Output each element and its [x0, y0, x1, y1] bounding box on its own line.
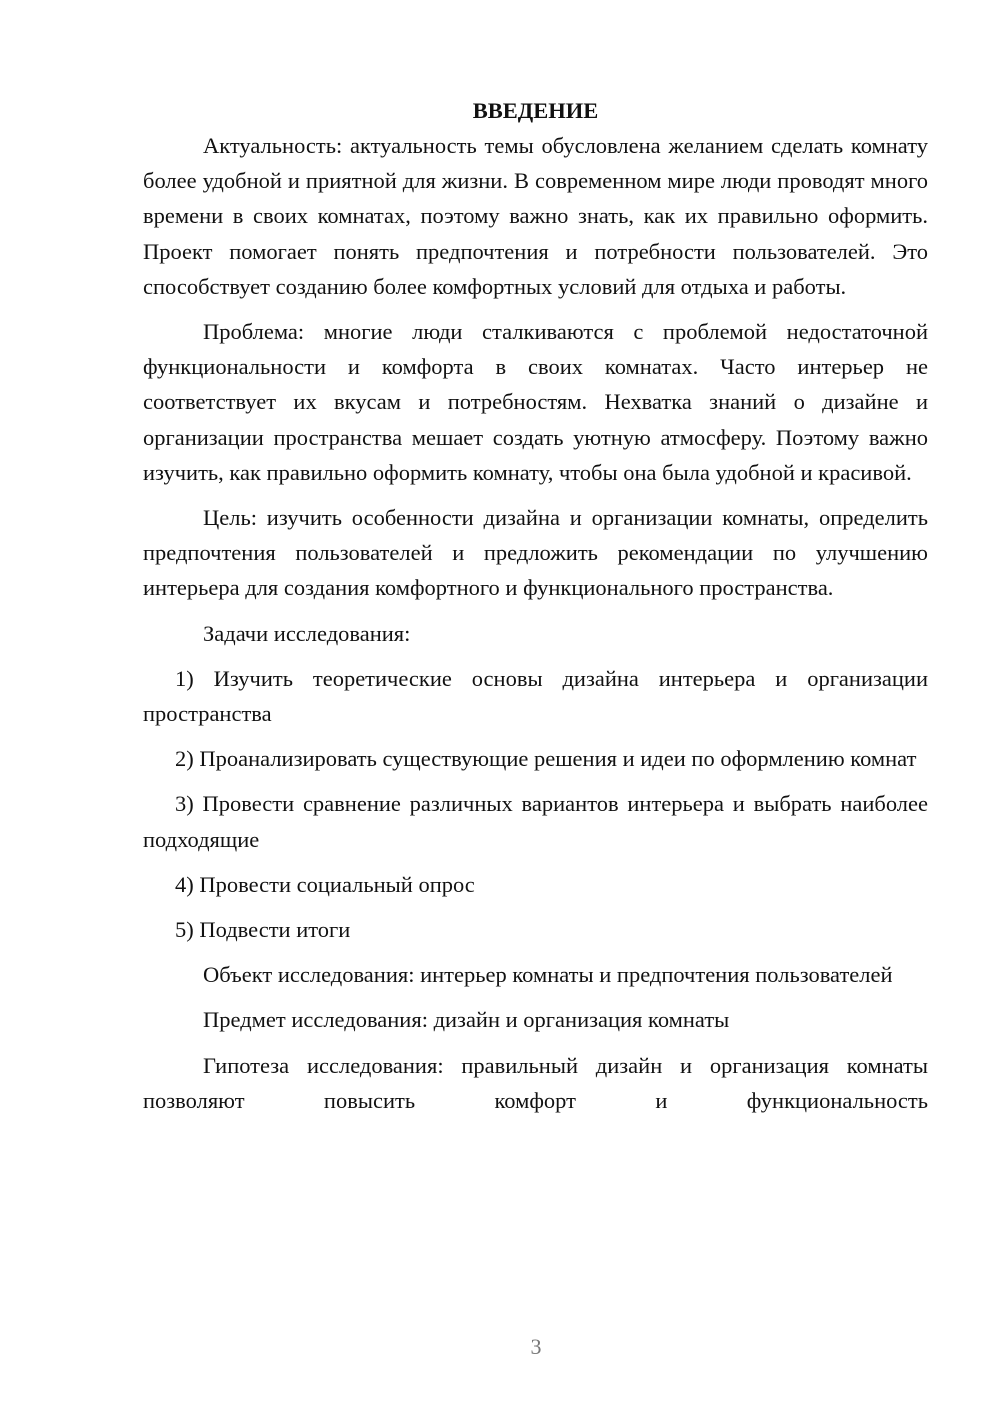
page-number: 3 [530, 1334, 542, 1359]
subject-paragraph: Предмет исследования: дизайн и организация комнаты [203, 1007, 730, 1033]
object-paragraph: Объект исследования: интерьер комнаты и предпочтения пользователей [203, 962, 893, 988]
task-item-5: 5) Подвести итоги [175, 917, 351, 943]
task-item-3: 3) Провести сравнение различных вариантов интерьера и выбрать наиболее подходящие [143, 791, 928, 852]
tasks-title: Задачи исследования: [203, 620, 411, 646]
relevance-paragraph: Актуальность: актуальность темы обусловлена желанием сделать комнату более удобной и приятной для жизни. В современном мире люди проводят много времени в своих комнатах, поэтому важно знать, как их правильно оформить. Проект помогает понять предпочтения и потребности пользователей. Это способствует созданию более комфортных условий для отдыха и работы. [143, 133, 928, 299]
problem-paragraph: Проблема: многие люди сталкиваются с проблемой недостаточной функциональности и комфорта в своих комнатах. Часто интерьер не соответствует их вкусам и потребностям. Нехватка знаний о дизайне и организации пространства мешает создать уютную атмосферу. Поэтому важно изучить, как правильно оформить комнату, чтобы она была удобной и красивой. [143, 319, 928, 485]
hypothesis-paragraph: Гипотеза исследования: правильный дизайн и организация комнаты позволяют повысить комфорт и функциональность [143, 1052, 928, 1113]
task-item-1: 1) Изучить теоретические основы дизайна интерьера и организации пространства [143, 665, 928, 727]
page-content [143, 93, 928, 1128]
task-item-4: 4) Провести социальный опрос [175, 871, 475, 897]
goal-paragraph: Цель: изучить особенности дизайна и организации комнаты, определить предпочтения пользователей и предложить рекомендации по улучшению интерьера для создания комфортного и функционального пространства. [143, 505, 928, 601]
section-heading: ВВЕДЕНИЕ [472, 98, 599, 123]
task-item-2: 2) Проанализировать существующие решения и идеи по оформлению комнат [175, 746, 917, 772]
